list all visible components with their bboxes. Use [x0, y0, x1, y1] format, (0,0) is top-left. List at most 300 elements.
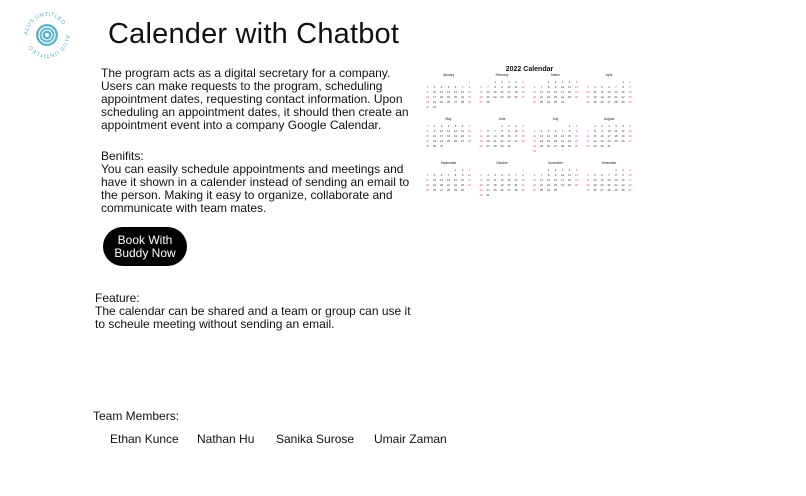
calendar-day: 23 [507, 139, 511, 143]
calendar-day: 20 [628, 134, 632, 138]
calendar-day: 1 [594, 124, 596, 128]
calendar-day: 22 [546, 183, 551, 187]
calendar-day: 17 [607, 134, 611, 138]
calendar-day: 17 [486, 183, 490, 187]
calendar-day: 19 [453, 134, 458, 138]
calendar-day: 25 [567, 183, 572, 187]
calendar-day: 7 [461, 85, 464, 89]
calendar-day: 14 [514, 178, 518, 182]
calendar-day: 5 [501, 173, 503, 177]
calendar-day: 9 [601, 129, 603, 133]
calendar-day: 11 [514, 85, 518, 89]
calendar-day: 20 [607, 95, 611, 99]
calendar-day: 10 [560, 173, 565, 177]
calendar-day: 19 [521, 90, 525, 94]
calendar-day: 6 [454, 85, 457, 89]
calendar-day: 21 [460, 95, 465, 99]
calendar-day: 6 [629, 124, 631, 128]
calendar-day: 24 [560, 95, 565, 99]
calendar-day: 16 [553, 178, 558, 182]
calendar-day: 31 [628, 188, 632, 192]
calendar-day: 4 [522, 124, 524, 128]
calendar-day: 30 [600, 144, 604, 148]
calendar-day: 9 [501, 85, 503, 89]
calendar-day: 3 [468, 168, 471, 172]
calendar-day: 11 [493, 178, 497, 182]
calendar-day: 17 [560, 90, 565, 94]
calendar-day: 13 [507, 178, 511, 182]
calendar-day: 26 [600, 100, 604, 104]
calendar-month-label: October [496, 161, 508, 165]
calendar-image-title: 2022 Calendar [505, 66, 554, 73]
calendar-day: 18 [586, 183, 590, 187]
calendar-day: 11 [426, 178, 429, 182]
benefits-heading: Benifits: [101, 149, 144, 163]
calendar-day: 5 [454, 124, 457, 128]
calendar-day: 22 [500, 139, 504, 143]
calendar-day: 6 [508, 173, 510, 177]
calendar-day: 29 [467, 100, 472, 104]
calendar-day: 3 [433, 85, 436, 89]
calendar-day: 21 [586, 139, 590, 143]
calendar-day: 18 [567, 90, 572, 94]
calendar-day: 7 [561, 129, 564, 133]
calendar-day: 13 [553, 134, 558, 138]
calendar-day: 10 [532, 134, 537, 138]
feature-heading: Feature: [95, 291, 140, 305]
calendar-day: 18 [446, 134, 451, 138]
calendar-day: 23 [432, 139, 437, 143]
calendar-day: 17 [507, 90, 511, 94]
calendar-day: 12 [521, 85, 525, 89]
calendar-day: 7 [608, 173, 610, 177]
calendar-month-label: December [601, 161, 617, 165]
calendar-day: 26 [574, 95, 579, 99]
calendar-day: 8 [501, 129, 503, 133]
calendar-day: 29 [621, 100, 625, 104]
calendar-day: 30 [479, 193, 483, 197]
calendar-day: 8 [622, 85, 624, 89]
calendar-day: 10 [514, 129, 518, 133]
calendar-day: 3 [440, 124, 443, 128]
calendar-day: 13 [607, 90, 611, 94]
calendar-day: 18 [593, 95, 597, 99]
calendar-day: 18 [539, 139, 544, 143]
calendar-day: 25 [493, 188, 497, 192]
calendar-day: 30 [507, 144, 511, 148]
calendar-day: 16 [628, 90, 632, 94]
calendar-day: 22 [493, 95, 497, 99]
calendar-day: 30 [574, 144, 579, 148]
calendar-day: 15 [425, 134, 430, 138]
calendar-day: 10 [467, 173, 472, 177]
calendar-day: 11 [586, 178, 590, 182]
calendar-day: 15 [493, 90, 497, 94]
benefits-text: You can easily schedule appointments and meetings and have it shown in a calender instead of sending an email to the person. Making it easy to organize, collaborate and communicate with team mates. [101, 162, 410, 215]
calendar-day: 20 [532, 183, 537, 187]
calendar-day: 9 [461, 173, 464, 177]
calendar-day: 31 [486, 193, 490, 197]
calendar-day: 13 [439, 178, 444, 182]
calendar-day: 2 [426, 85, 429, 89]
calendar-day: 26 [500, 188, 504, 192]
calendar-day: 1 [568, 124, 571, 128]
calendar-month-label: February [495, 73, 509, 77]
calendar-day: 29 [453, 188, 458, 192]
calendar-day: 4 [447, 124, 450, 128]
calendar-day: 8 [454, 173, 457, 177]
calendar-day: 25 [521, 139, 525, 143]
calendar-day: 9 [554, 173, 557, 177]
calendar-day: 22 [425, 139, 430, 143]
calendar-day: 24 [628, 183, 632, 187]
calendar-day: 25 [446, 139, 451, 143]
calendar-day: 29 [425, 144, 430, 148]
calendar-day: 19 [432, 183, 437, 187]
calendar-day: 24 [486, 188, 490, 192]
calendar-day: 2 [575, 124, 578, 128]
calendar-day: 29 [614, 188, 618, 192]
calendar-day: 29 [593, 144, 597, 148]
calendar-day: 5 [480, 129, 482, 133]
calendar-day: 5 [601, 85, 603, 89]
calendar-day: 8 [615, 173, 617, 177]
calendar-day: 26 [574, 183, 579, 187]
book-with-buddy-button[interactable]: Book With Buddy Now [103, 227, 187, 266]
calendar-day: 21 [467, 134, 472, 138]
calendar-day: 28 [560, 144, 565, 148]
calendar-day: 2 [501, 80, 503, 84]
calendar-day: 21 [607, 183, 611, 187]
calendar-day: 2 [601, 124, 603, 128]
calendar-day: 30 [628, 100, 632, 104]
calendar-day: 2 [433, 124, 436, 128]
calendar-day: 1 [615, 168, 617, 172]
logo-text: ALUS UNTITLED [23, 11, 67, 36]
calendar-day: 12 [593, 178, 597, 182]
calendar-day: 30 [621, 188, 625, 192]
calendar-day: 8 [547, 85, 550, 89]
calendar-day: 10 [586, 90, 590, 94]
calendar-day: 26 [446, 100, 451, 104]
calendar-day: 6 [533, 85, 536, 89]
calendar-day: 25 [539, 144, 544, 148]
calendar-day: 1 [547, 80, 550, 84]
calendar-day: 17 [628, 178, 632, 182]
calendar-day: 2 [554, 80, 557, 84]
calendar-day: 26 [621, 139, 625, 143]
calendar-day: 17 [560, 178, 565, 182]
feature-text: The calendar can be shared and a team or group can use it to scheule meeting without sending an email. [95, 304, 411, 331]
calendar-day: 8 [522, 173, 524, 177]
calendar-day: 21 [446, 183, 451, 187]
calendar-day: 16 [553, 90, 558, 94]
calendar-day: 15 [500, 134, 504, 138]
calendar-day: 18 [514, 90, 518, 94]
calendar-day: 9 [480, 178, 482, 182]
calendar-day: 25 [593, 100, 597, 104]
calendar-day: 26 [453, 139, 458, 143]
calendar-day: 21 [539, 95, 544, 99]
calendar-day: 27 [607, 100, 611, 104]
calendar-day: 16 [460, 178, 465, 182]
calendar-day: 2 [629, 80, 631, 84]
calendar-day: 4 [540, 129, 543, 133]
calendar-day: 28 [539, 188, 544, 192]
calendar-day: 15 [567, 134, 572, 138]
calendar-day: 9 [426, 90, 429, 94]
calendar-day: 27 [507, 188, 511, 192]
calendar-day: 5 [622, 124, 624, 128]
calendar-day: 15 [621, 90, 625, 94]
calendar-day: 31 [607, 144, 611, 148]
calendar-day: 25 [614, 139, 618, 143]
calendar-month-label: August [604, 117, 614, 121]
calendar-day: 27 [486, 144, 490, 148]
calendar-day: 30 [553, 188, 558, 192]
calendar-day: 15 [453, 178, 458, 182]
calendar-day: 18 [439, 95, 444, 99]
calendar-day: 3 [533, 129, 536, 133]
calendar-day: 18 [493, 183, 497, 187]
calendar-day: 15 [521, 178, 525, 182]
calendar-day: 21 [614, 95, 618, 99]
calendar-day: 13 [600, 178, 604, 182]
calendar-day: 8 [426, 129, 429, 133]
calendar-day: 1 [468, 80, 471, 84]
calendar-day: 27 [479, 100, 483, 104]
calendar-day: 23 [553, 183, 558, 187]
calendar-day: 23 [425, 100, 430, 104]
calendar-day: 15 [467, 90, 472, 94]
calendar-day: 7 [540, 173, 543, 177]
calendar-month-label: September [440, 161, 457, 165]
calendar-day: 29 [546, 188, 551, 192]
calendar-day: 26 [546, 144, 551, 148]
calendar-day: 3 [487, 173, 489, 177]
calendar-day: 23 [600, 139, 604, 143]
calendar-day: 2 [480, 173, 482, 177]
calendar-day: 30 [460, 188, 465, 192]
calendar-month-label: January [442, 73, 455, 77]
calendar-day: 2 [554, 168, 557, 172]
calendar-day: 16 [500, 90, 504, 94]
calendar-day: 21 [486, 95, 490, 99]
calendar-day: 24 [467, 183, 472, 187]
calendar-day: 13 [479, 90, 483, 94]
calendar-day: 19 [446, 95, 451, 99]
calendar-day: 21 [539, 183, 544, 187]
calendar-day: 12 [500, 178, 504, 182]
calendar-day: 31 [432, 105, 437, 109]
logo-icon [22, 10, 72, 60]
calendar-day: 5 [575, 80, 578, 84]
calendar-day: 10 [486, 178, 490, 182]
calendar-day: 26 [593, 188, 597, 192]
calendar-day: 1 [426, 124, 429, 128]
calendar-month-label: May [445, 117, 452, 121]
calendar-day: 22 [453, 183, 458, 187]
calendar-day: 14 [539, 90, 544, 94]
calendar-day: 14 [493, 134, 497, 138]
calendar-day: 16 [479, 183, 483, 187]
calendar-day: 25 [514, 95, 518, 99]
calendar-day: 8 [547, 173, 550, 177]
calendar-day: 15 [614, 178, 618, 182]
calendar-day: 19 [593, 183, 597, 187]
calendar-day: 2 [508, 124, 510, 128]
calendar-day: 28 [460, 100, 465, 104]
calendar-month-label: November [548, 161, 563, 165]
calendar-day: 12 [479, 134, 483, 138]
calendar-day: 27 [532, 100, 537, 104]
calendar-day: 4 [426, 173, 429, 177]
team-member: Sanika Surose [276, 432, 355, 446]
calendar-day: 28 [486, 100, 490, 104]
calendar-day: 6 [487, 129, 489, 133]
calendar-day: 23 [500, 95, 504, 99]
calendar-day: 1 [522, 168, 524, 172]
calendar-day: 6 [554, 129, 557, 133]
calendar-day: 20 [532, 95, 537, 99]
calendar-day: 11 [568, 173, 571, 177]
calendar-day: 10 [432, 90, 437, 94]
calendar-day: 20 [439, 183, 444, 187]
calendar-day: 3 [608, 124, 610, 128]
calendar-day: 28 [586, 144, 590, 148]
calendar-day: 31 [439, 144, 444, 148]
calendar-day: 1 [547, 168, 550, 172]
calendar-day: 16 [507, 134, 511, 138]
calendar-day: 21 [560, 139, 565, 143]
calendar-day: 5 [547, 129, 550, 133]
calendar-day: 24 [560, 183, 565, 187]
calendar-day: 19 [621, 134, 625, 138]
calendar-day: 23 [628, 95, 632, 99]
calendar-day: 27 [439, 188, 444, 192]
calendar-day: 4 [615, 124, 617, 128]
calendar-day: 28 [467, 139, 472, 143]
calendar-day: 27 [532, 188, 537, 192]
calendar-day: 19 [546, 139, 551, 143]
calendar-day: 24 [532, 144, 537, 148]
page-title: Calender with Chatbot [108, 18, 400, 50]
calendar-day: 9 [629, 85, 631, 89]
calendar-day: 28 [493, 144, 497, 148]
calendar-day: 7 [615, 85, 617, 89]
calendar-day: 12 [446, 90, 451, 94]
calendar-day: 5 [522, 80, 524, 84]
calendar-day: 13 [628, 129, 632, 133]
calendar-day: 22 [593, 139, 597, 143]
calendar-day: 9 [554, 85, 557, 89]
calendar-month-label: July [552, 117, 559, 121]
calendar-day: 4 [494, 173, 496, 177]
calendar-day: 22 [521, 183, 525, 187]
calendar-day: 22 [467, 95, 472, 99]
calendar-day: 28 [446, 188, 451, 192]
calendar-day: 27 [600, 188, 604, 192]
calendar-day: 24 [432, 100, 437, 104]
team-members-label: Team Members: [93, 409, 180, 423]
calendar-day: 16 [425, 95, 430, 99]
calendar-day: 8 [594, 129, 596, 133]
calendar-day: 8 [494, 85, 496, 89]
calendar-day: 13 [453, 90, 458, 94]
calendar-day: 25 [586, 188, 590, 192]
calendar-day: 20 [479, 95, 483, 99]
calendar-day: 14 [486, 90, 490, 94]
calendar-day: 30 [553, 100, 558, 104]
calendar-day: 5 [575, 168, 578, 172]
calendar-day: 24 [514, 139, 518, 143]
calendar-day: 7 [515, 173, 517, 177]
calendar-day: 6 [601, 173, 603, 177]
calendar-day: 16 [621, 178, 625, 182]
calendar-day: 30 [425, 105, 430, 109]
calendar-day: 14 [586, 134, 590, 138]
calendar-day: 31 [532, 149, 537, 153]
calendar-day: 7 [468, 124, 471, 128]
calendar-day: 11 [593, 90, 597, 94]
calendar-day: 9 [508, 129, 510, 133]
calendar-day: 25 [425, 188, 430, 192]
calendar-day: 6 [461, 124, 464, 128]
calendar-day: 18 [425, 183, 430, 187]
calendar-day: 27 [453, 100, 458, 104]
calendar-day: 5 [447, 85, 450, 89]
calendar-day: 6 [440, 173, 443, 177]
calendar-day: 10 [560, 85, 565, 89]
calendar-day: 28 [539, 100, 544, 104]
calendar-day: 20 [600, 183, 604, 187]
calendar-day: 19 [479, 139, 483, 143]
calendar-day: 11 [440, 90, 443, 94]
calendar-day: 17 [586, 95, 590, 99]
team-member: Umair Zaman [374, 432, 447, 446]
calendar-day: 12 [621, 129, 625, 133]
calendar-2022-image [422, 63, 637, 211]
calendar-day: 17 [432, 95, 437, 99]
calendar-day: 7 [540, 85, 543, 89]
calendar-day: 22 [567, 139, 572, 143]
calendar-day: 14 [446, 178, 451, 182]
team-member: Nathan Hu [197, 432, 255, 446]
calendar-day: 13 [532, 178, 537, 182]
calendar-month-label: March [551, 73, 560, 77]
logo-text-repeat: ALUS UNTITLED [27, 34, 71, 59]
calendar-day: 1 [454, 168, 457, 172]
description-text: The program acts as a digital secretary for a company. Users can make requests to the program, scheduling appointment dates, requesting contact information. Upon scheduling an appointment dates, it should then create an appointment event into a company Google Calendar. [101, 66, 409, 132]
calendar-day: 19 [574, 178, 579, 182]
benefits-section [101, 150, 419, 215]
calendar-day: 12 [546, 134, 551, 138]
calendar-day: 24 [607, 139, 611, 143]
calendar-day: 1 [501, 124, 503, 128]
calendar-day: 25 [439, 100, 444, 104]
calendar-day: 1 [622, 80, 624, 84]
calendar-day: 22 [614, 183, 618, 187]
calendar-day: 14 [467, 129, 472, 133]
calendar-day: 12 [574, 173, 579, 177]
calendar-day: 4 [568, 80, 571, 84]
calendar-day: 16 [574, 134, 579, 138]
calendar-day: 26 [432, 188, 437, 192]
calendar-day: 27 [553, 144, 558, 148]
calendar-day: 5 [594, 173, 596, 177]
calendar-day: 9 [622, 173, 624, 177]
calendar-day: 12 [600, 90, 604, 94]
